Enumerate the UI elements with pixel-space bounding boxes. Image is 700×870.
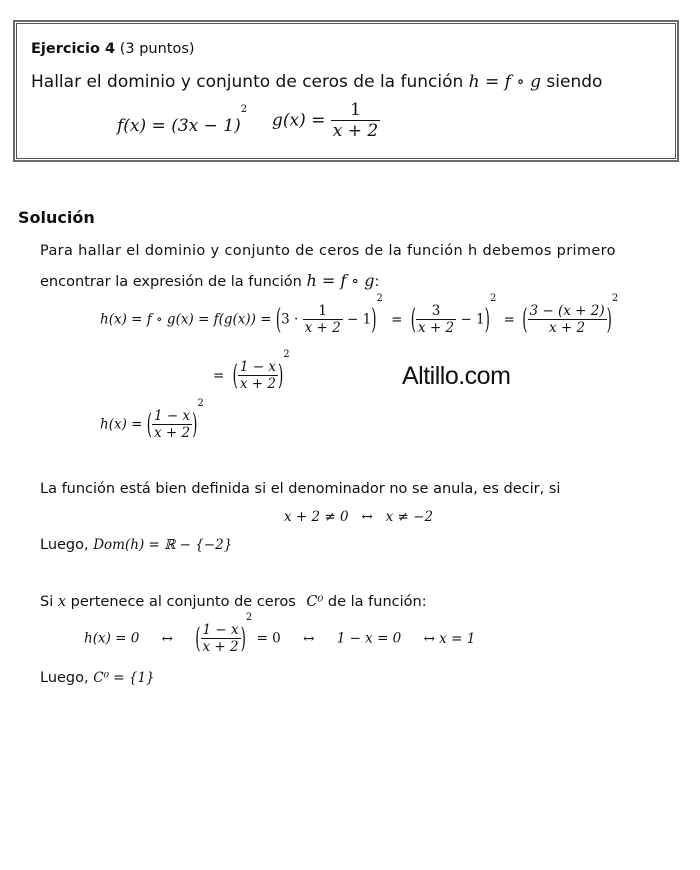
comp-lhs: h(x) = f ∘ g(x) = f(g(x)) = [100,311,272,328]
domain-result: Dom(h) = ℝ − {−2} [93,537,233,553]
step1-post: − 1 [347,311,372,328]
zeros-mid: pertenece al conjunto de ceros [70,594,296,610]
step3-fraction [528,303,607,336]
zeros-den: x + 2 [202,639,239,655]
step1-num: 1 [303,303,343,320]
intro-colon: : [374,274,380,290]
intro-line-1: Para hallar el dominio y conjunto de ceros de la función h debemos primero [40,243,616,259]
f-expression: f(x) = (3x − 1) [117,116,241,136]
step1-exp: 2 [376,293,383,304]
g-lhs: g(x) = [272,110,326,131]
statement-fn: h = f ∘ g [468,72,541,92]
arrow: ↔ [161,630,173,647]
step2-den: x + 2 [418,320,455,336]
zeros-equation-line: h(x) = 0 ↔ ( $\frac{1 - x}{x + 2}$ )$^2$ = 0 ↔ 1 − x = 0 ↔ x = 1 [84,612,476,656]
g-fraction [331,100,380,141]
step1-pre: 3 · [281,311,299,328]
exercise-header [31,41,195,57]
step3-exp: 2 [611,293,619,304]
domain-result-line [40,537,232,553]
zeros-result-line [40,670,155,686]
h-den: x + 2 [154,425,191,441]
arrow: ↔ [303,630,315,647]
exercise-title: Ejercicio 4 [31,41,116,57]
step2-exp: 2 [489,293,497,304]
zeros-result: C⁰ = {1} [93,670,155,686]
zeros-var: x [57,594,67,610]
f-exponent: 2 [240,104,248,115]
zeros-eq1: h(x) = 0 [84,630,140,647]
simp-den: x + 2 [239,376,276,392]
domain-condition: x + 2 ≠ 0 ↔ x ≠ −2 [284,509,434,525]
watermark: Altillo.com [402,362,511,390]
f-definition [117,104,247,136]
h-exp: 2 [197,398,204,409]
statement-suffix: siendo [546,72,603,92]
g-denominator: x + 2 [332,121,379,141]
g-definition [272,100,380,141]
h-result-line: h(x) = ( $\frac{1 - x}{x + 2}$ )$^2$ [100,398,204,442]
intro-line-2 [40,271,379,290]
zeros-set: C⁰ [306,594,324,610]
g-numerator: 1 [331,100,380,121]
statement-text: Hallar el dominio y conjunto de ceros de la función [31,72,464,92]
composition-line: h(x) = f ∘ g(x) = f(g(x)) = (3 · $\frac{1}{x + 2}$ − 1)$^2$ = ( $\frac{3}{x + 2}$ − 1)$^2$ = ( $\frac{3 - (x + 2)}{x + 2}$ )$^2$ [100,293,619,337]
zeros-num: 1 − x [202,622,239,638]
equals-sign: = [391,311,403,328]
step1-fraction [303,303,343,336]
simp-fraction [238,359,278,392]
zeros-result-prefix: Luego, [40,670,89,686]
equals-sign: = [213,367,225,384]
exercise-points: (3 puntos) [119,41,195,57]
intro-fn: h = f ∘ g [306,271,375,290]
zeros-eq4: ↔ x = 1 [423,630,476,647]
step2-fraction [416,303,456,336]
domain-text: La función está bien definida si el denominador no se anula, es decir, si [40,481,561,497]
equals-sign: = [503,311,515,328]
step2-post: − 1 [460,311,485,328]
simp-exp: 2 [283,349,290,360]
exercise-statement [31,72,602,92]
zeros-exp: 2 [245,612,253,623]
step2-num: 3 [416,303,456,320]
zeros-prefix: Si [40,594,54,610]
intro-text: encontrar la expresión de la función [40,274,302,290]
simplified-line: = ( $\frac{1 - x}{x + 2}$ )$^2$ [213,349,290,393]
zeros-suffix: de la función: [327,594,427,610]
zeros-eq2-tail: = 0 [256,630,281,647]
zeros-text [40,594,427,610]
h-fraction [152,408,192,441]
domain-result-prefix: Luego, [40,537,89,553]
h-num: 1 − x [154,408,191,424]
solution-heading: Solución [18,208,95,227]
step3-den: x + 2 [549,320,586,336]
h-lhs: h(x) = [100,416,143,433]
step1-den: x + 2 [304,320,341,336]
zeros-fraction [201,622,241,655]
simp-num: 1 − x [239,359,276,375]
zeros-eq3: 1 − x = 0 [336,630,402,647]
step3-num: 3 − (x + 2) [529,303,605,319]
